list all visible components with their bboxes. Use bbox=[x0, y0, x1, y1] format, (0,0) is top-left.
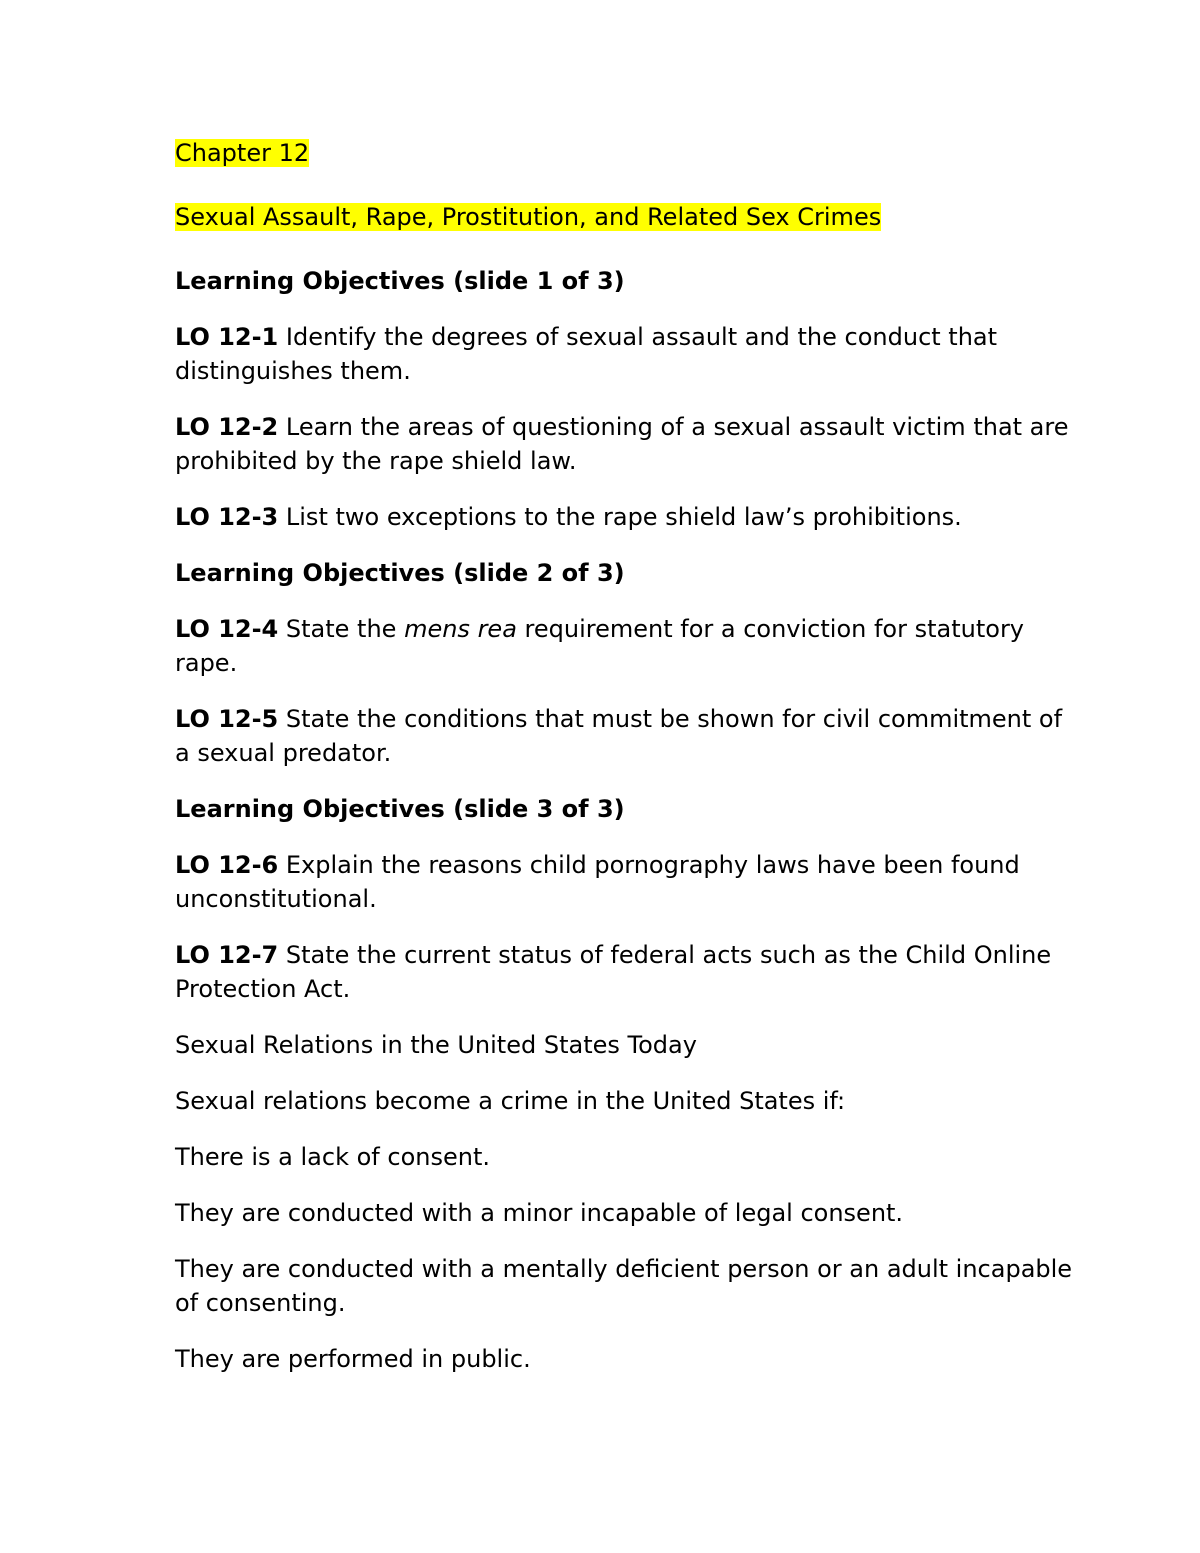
objective-text: State the conditions that must be shown for civil commitment of a sexual predator. bbox=[175, 705, 1063, 767]
learning-objective bbox=[175, 702, 1075, 770]
objective-code: LO 12-5 bbox=[175, 705, 279, 733]
objective-text-italic: mens rea bbox=[404, 615, 517, 643]
objective-text: Explain the reasons child pornography laws have been found unconstitutional. bbox=[175, 851, 1020, 913]
objective-text: Identify the degrees of sexual assault and the conduct that distinguishes them. bbox=[175, 323, 998, 385]
learning-objective bbox=[175, 938, 1075, 1006]
section-heading: Learning Objectives (slide 3 of 3) bbox=[175, 795, 625, 823]
body-paragraph: Sexual Relations in the United States Today bbox=[175, 1031, 697, 1059]
section-heading: Learning Objectives (slide 1 of 3) bbox=[175, 267, 625, 295]
chapter-label bbox=[175, 136, 1075, 170]
learning-objective bbox=[175, 410, 1075, 478]
objective-code: LO 12-1 bbox=[175, 323, 279, 351]
objective-code: LO 12-6 bbox=[175, 851, 279, 879]
objective-code: LO 12-3 bbox=[175, 503, 279, 531]
objective-code: LO 12-7 bbox=[175, 941, 279, 969]
body-paragraph: They are performed in public. bbox=[175, 1345, 531, 1373]
objective-text: State the current status of federal acts such as the Child Online Protection Act. bbox=[175, 941, 1052, 1003]
chapter-title bbox=[175, 200, 1075, 234]
chapter-label-text: Chapter 12 bbox=[175, 139, 310, 167]
objective-text: Learn the areas of questioning of a sexual assault victim that are prohibited by the rape shield law. bbox=[175, 413, 1069, 475]
body-paragraph: They are conducted with a minor incapable of legal consent. bbox=[175, 1199, 904, 1227]
body-paragraph: There is a lack of consent. bbox=[175, 1143, 490, 1171]
body-paragraph: They are conducted with a mentally deficient person or an adult incapable of consenting. bbox=[175, 1255, 1073, 1317]
learning-objective bbox=[175, 500, 1075, 534]
objective-code: LO 12-4 bbox=[175, 615, 279, 643]
learning-objective bbox=[175, 848, 1075, 916]
objective-text: List two exceptions to the rape shield law’s prohibitions. bbox=[278, 503, 962, 531]
body-paragraph: Sexual relations become a crime in the United States if: bbox=[175, 1087, 846, 1115]
objective-text: requirement for a conviction for statutory rape. bbox=[175, 615, 1025, 677]
chapter-title-text: Sexual Assault, Rape, Prostitution, and Related Sex Crimes bbox=[175, 203, 882, 231]
section-heading: Learning Objectives (slide 2 of 3) bbox=[175, 559, 625, 587]
objective-text: State the bbox=[278, 615, 405, 643]
learning-objective bbox=[175, 612, 1075, 680]
document-content bbox=[175, 136, 1075, 1398]
learning-objective bbox=[175, 320, 1075, 388]
objective-code: LO 12-2 bbox=[175, 413, 279, 441]
